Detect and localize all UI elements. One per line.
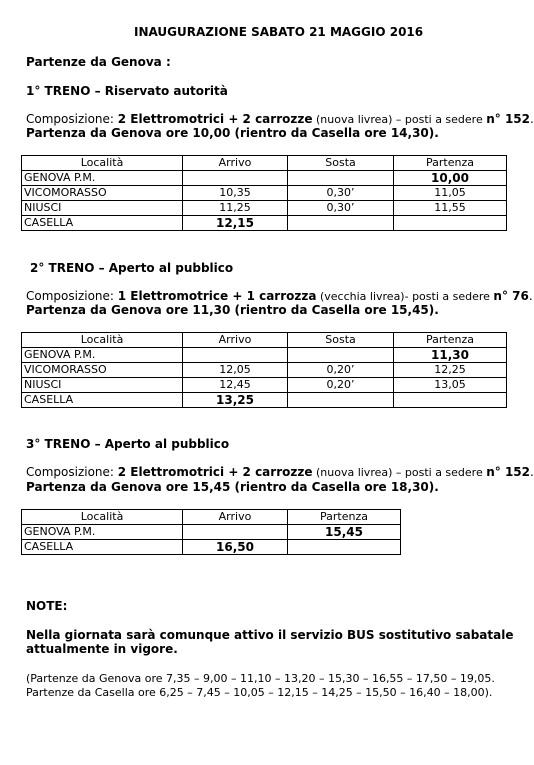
notes-bus-line-2: attualmente in vigore.	[26, 642, 178, 656]
header-departure: Partenza	[288, 510, 401, 525]
header-stop: Sosta	[288, 333, 394, 348]
cell-locality: CASELLA	[22, 216, 183, 231]
cell-arrival: 11,25	[183, 201, 288, 216]
composition-units: 2 Elettromotrici + 2 carrozze	[117, 465, 313, 479]
cell-departure	[394, 216, 507, 231]
cell-arrival	[183, 348, 288, 363]
composition-livery: (nuova livrea) – posti a sedere	[312, 113, 487, 126]
header-locality: Località	[22, 510, 183, 525]
header-locality: Località	[22, 333, 183, 348]
train-1-timetable	[21, 155, 507, 231]
composition-units: 2 Elettromotrici + 2 carrozze	[117, 112, 313, 126]
table-header-row	[22, 510, 401, 525]
train-3-timetable	[21, 509, 401, 555]
cell-departure: 11,30	[394, 348, 507, 363]
composition-seats: n° 152	[486, 465, 531, 479]
composition-seats: n° 76	[493, 289, 529, 303]
cell-locality: NIUSCI	[22, 201, 183, 216]
table-header-row	[22, 333, 507, 348]
train-3-departure: Partenza da Genova ore 15,45 (rientro da Casella ore 18,30).	[26, 480, 439, 494]
composition-end: .	[530, 465, 534, 479]
composition-end: .	[528, 289, 533, 303]
cell-locality: CASELLA	[22, 393, 183, 408]
header-departure: Partenza	[394, 333, 507, 348]
cell-stop: 0,30’	[288, 201, 394, 216]
cell-departure: 11,55	[394, 201, 507, 216]
cell-stop	[288, 216, 394, 231]
notes-casella-departures: Partenze da Casella ore 6,25 – 7,45 – 10,05 – 12,15 – 14,25 – 15,50 – 16,40 – 18,00).	[26, 686, 493, 699]
table-header-row	[22, 156, 507, 171]
cell-arrival: 16,50	[183, 540, 288, 555]
cell-arrival: 10,35	[183, 186, 288, 201]
composition-end: .	[530, 112, 534, 126]
train-1-departure: Partenza da Genova ore 10,00 (rientro da Casella ore 14,30).	[26, 126, 439, 140]
table-row	[22, 186, 507, 201]
train-1-type: – Riservato autorità	[90, 84, 228, 98]
train-1-number: 1° TRENO	[26, 84, 91, 98]
cell-stop: 0,30’	[288, 186, 394, 201]
table-row	[22, 171, 507, 186]
cell-stop	[288, 348, 394, 363]
cell-stop: 0,20’	[288, 378, 394, 393]
train-3-composition	[26, 465, 534, 479]
notes-heading: NOTE:	[26, 599, 68, 613]
cell-locality: VICOMORASSO	[22, 186, 183, 201]
composition-label: Composizione:	[26, 465, 118, 479]
cell-stop: 0,20’	[288, 363, 394, 378]
train-2-composition	[26, 289, 533, 303]
train-2-departure: Partenza da Genova ore 11,30 (rientro da Casella ore 15,45).	[26, 303, 439, 317]
train-2-number: 2° TRENO	[30, 261, 95, 275]
composition-label: Composizione:	[26, 112, 118, 126]
composition-seats: n° 152	[486, 112, 531, 126]
cell-stop	[288, 171, 394, 186]
cell-arrival: 12,05	[183, 363, 288, 378]
cell-departure: 10,00	[394, 171, 507, 186]
table-row	[22, 378, 507, 393]
train-3-number: 3° TRENO	[26, 437, 91, 451]
cell-departure	[288, 540, 401, 555]
cell-departure	[394, 393, 507, 408]
cell-arrival: 13,25	[183, 393, 288, 408]
composition-units: 1 Elettromotrice + 1 carrozza	[117, 289, 317, 303]
notes-bus-line-1: Nella giornata sarà comunque attivo il servizio BUS sostitutivo sabatale	[26, 628, 514, 642]
header-arrival: Arrivo	[183, 156, 288, 171]
cell-arrival: 12,45	[183, 378, 288, 393]
cell-arrival	[183, 525, 288, 540]
table-row	[22, 363, 507, 378]
table-row	[22, 201, 507, 216]
header-stop: Sosta	[288, 156, 394, 171]
cell-locality: NIUSCI	[22, 378, 183, 393]
notes-genova-departures: (Partenze da Genova ore 7,35 – 9,00 – 11,10 – 13,20 – 15,30 – 16,55 – 17,50 – 19,05.	[26, 672, 495, 685]
composition-livery: (nuova livrea) – posti a sedere	[312, 466, 487, 479]
composition-livery: (vecchia livrea)- posti a sedere	[316, 290, 494, 303]
table-row	[22, 393, 507, 408]
table-row	[22, 540, 401, 555]
departures-heading: Partenze da Genova :	[26, 55, 171, 69]
cell-locality: GENOVA P.M.	[22, 348, 183, 363]
composition-label: Composizione:	[26, 289, 118, 303]
train-3-heading	[26, 437, 229, 451]
cell-locality: CASELLA	[22, 540, 183, 555]
cell-locality: VICOMORASSO	[22, 363, 183, 378]
header-departure: Partenza	[394, 156, 507, 171]
header-locality: Località	[22, 156, 183, 171]
table-row	[22, 348, 507, 363]
header-arrival: Arrivo	[183, 333, 288, 348]
cell-departure: 15,45	[288, 525, 401, 540]
cell-arrival: 12,15	[183, 216, 288, 231]
page-title: INAUGURAZIONE SABATO 21 MAGGIO 2016	[134, 25, 424, 39]
cell-arrival	[183, 171, 288, 186]
cell-stop	[288, 393, 394, 408]
cell-departure: 11,05	[394, 186, 507, 201]
table-row	[22, 525, 401, 540]
cell-departure: 12,25	[394, 363, 507, 378]
header-arrival: Arrivo	[183, 510, 288, 525]
cell-locality: GENOVA P.M.	[22, 171, 183, 186]
table-row	[22, 216, 507, 231]
train-2-heading	[30, 261, 233, 275]
train-1-composition	[26, 112, 534, 126]
train-2-timetable	[21, 332, 507, 408]
train-1-heading	[26, 84, 228, 98]
cell-departure: 13,05	[394, 378, 507, 393]
cell-locality: GENOVA P.M.	[22, 525, 183, 540]
train-3-type: – Aperto al pubblico	[90, 437, 230, 451]
train-2-type: – Aperto al pubblico	[94, 261, 234, 275]
